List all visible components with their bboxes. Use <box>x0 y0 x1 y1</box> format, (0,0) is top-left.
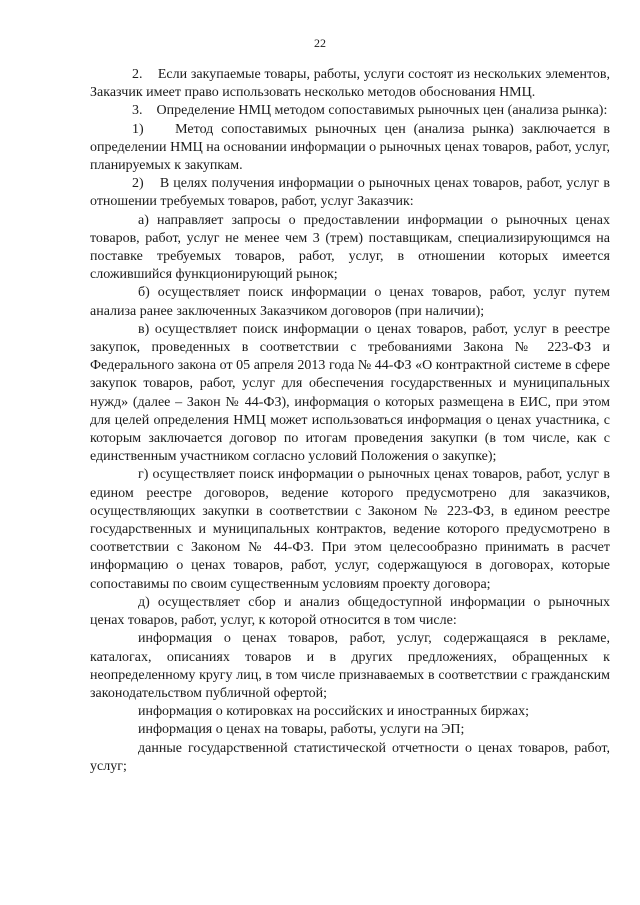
subitem-b: б) осуществляет поиск информации о ценах товаров, работ, услуг путем анализа ранее заключенных Заказчиком договоров (при наличии); <box>90 285 610 319</box>
paragraph-3-2: 2) В целях получения информации о рыночных ценах товаров, работ, услуг в отношении требуемых товаров, работ, услуг Заказчик: <box>90 176 610 210</box>
info-statistics: данные государственной статистической отчетности о ценах товаров, работ, услуг; <box>90 740 610 774</box>
paragraph-3-heading: 3. Определение НМЦ методом сопоставимых рыночных цен (анализа рынка): <box>132 103 608 119</box>
info-exchange-quotes: информация о котировках на российских и иностранных биржах; <box>138 704 529 720</box>
paragraph-3-1: 1) Метод сопоставимых рыночных цен (анализа рынка) заключается в определении НМЦ на основании информации о рыночных ценах товаров, работ, услуг, планируемых к закупкам. <box>90 121 610 174</box>
paragraph-2-methods: 2. Если закупаемые товары, работы, услуги состоят из нескольких элементов, Заказчик имеет право использовать несколько методов обоснования НМЦ. <box>90 67 610 101</box>
subitem-d: д) осуществляет сбор и анализ общедоступной информации о рыночных ценах товаров, работ, услуг, к которой относится в том числе: <box>90 594 610 629</box>
page-number: 22 <box>314 36 326 50</box>
subitem-g: г) осуществляет поиск информации о рыночных ценах товаров, работ, услуг в едином реестре договоров, ведение которого предусмотрено для заказчиков, осуществляющих закупки в соответствии с Законом № 223-ФЗ, в едином реестре государственных и муниципальных контрактов, ведение которого предусмотрено в соответствии с Законом № 44-ФЗ. При этом целесообразно принимать в расчет информацию о ценах товаров, работ, услуг, содержащуюся в договорах, которые сопоставимы по своим существенным условиям проекту договора; <box>90 467 610 592</box>
document-body <box>90 66 610 776</box>
subitem-a: а) направляет запросы о предоставлении информации о рыночных ценах товаров, работ, услуг не менее чем 3 (трем) поставщикам, специализирующимся на поставке требуемых товаров, работ, услуг, в отношении которых имеется сложившийся функционирующий рынок; <box>90 212 610 283</box>
subitem-v: в) осуществляет поиск информации о ценах товаров, работ, услуг в реестре закупок, проведенных в соответствии с требованиями Закона № 223-ФЗ и Федерального закона от 05 апреля 2013 года № 44-ФЗ «О контрактной системе в сфере закупок товаров, работ, услуг для обеспечения государственных и муниципальных нужд» (далее – Закон № 44-ФЗ), информация о которых размещена в ЕИС, при этом для целей определения НМЦ может использоваться информация о ценах участника, с которым заключается договор по итогам проведения закупки (в том числе, как с единственным участником согласно условий Положения о закупке); <box>90 321 610 465</box>
info-ep-prices: информация о ценах на товары, работы, услуги на ЭП; <box>138 722 465 738</box>
info-advertising: информация о ценах товаров, работ, услуг, содержащаяся в рекламе, каталогах, описаниях товаров и в других предложениях, обращенных к неопределенному кругу лиц, в том числе признаваемых в соответствии с гражданским законодательством публичной офертой; <box>90 631 610 701</box>
